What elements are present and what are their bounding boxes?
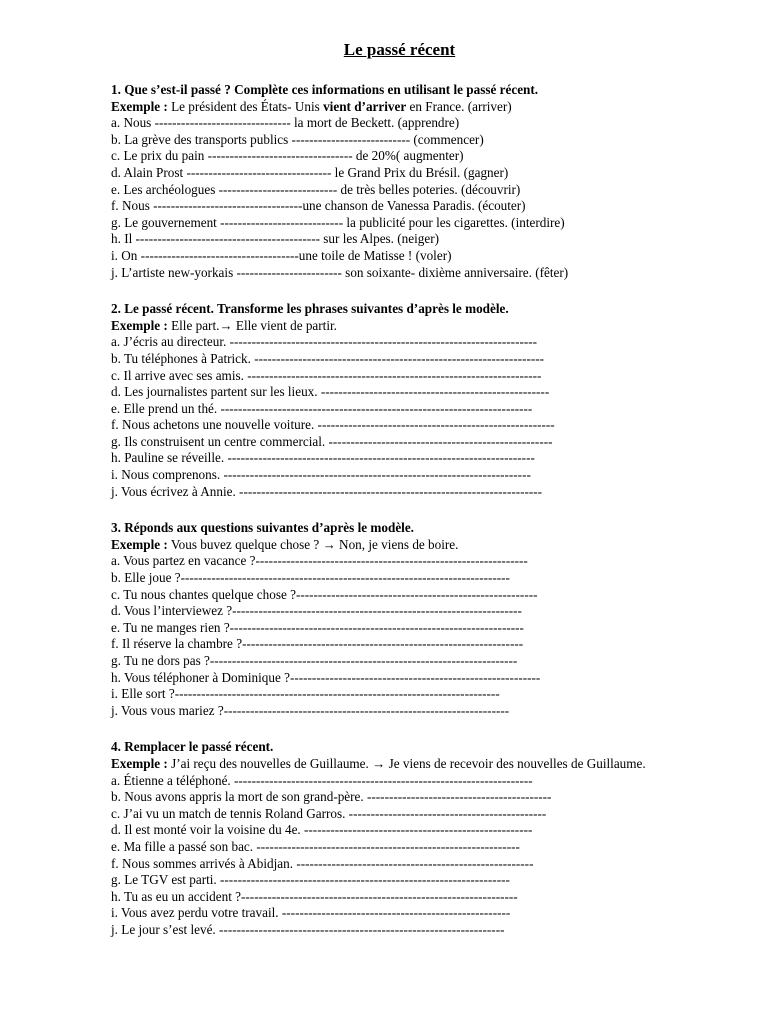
exercise-item: b. Nous avons appris la mort de son grand-père. ------------------------------------------ <box>111 789 552 805</box>
exercise-item: d. Alain Prost --------------------------------- le Grand Prix du Brésil. (gagner) <box>111 164 509 180</box>
exercise-item: h. Vous téléphoner à Dominique ?--------------------------------------------------------- <box>111 669 541 685</box>
exercise-item: c. J’ai vu un match de tennis Roland Garros. --------------------------------------------- <box>111 805 547 821</box>
exercise-item: a. Vous partez en vacance ?-------------------------------------------------------------- <box>111 553 528 569</box>
exercise-item: c. Tu nous chantes quelque chose ?------------------------------------------------------- <box>111 586 538 602</box>
exercise-item: e. Tu ne manges rien ?------------------------------------------------------------------- <box>111 619 524 635</box>
exercise-item: j. Vous écrivez à Annie. --------------------------------------------------------------------- <box>111 483 543 499</box>
exercise-item: g. Ils construisent un centre commercial. --------------------------------------------------- <box>111 433 553 449</box>
exercise-item: b. Elle joue ?--------------------------------------------------------------------------- <box>111 570 510 586</box>
exercise-item: i. Nous comprenons. ---------------------------------------------------------------------- <box>111 467 531 483</box>
exercise-4 <box>111 739 668 938</box>
exercise-item: a. Étienne a téléphoné. -------------------------------------------------------------------- <box>111 772 533 788</box>
exercise-item: d. Les journalistes partent sur les lieux. ---------------------------------------------------- <box>111 384 550 400</box>
exercise-item: i. Elle sort ?-------------------------------------------------------------------------- <box>111 686 500 702</box>
exercise-item: c. Il arrive avec ses amis. ------------------------------------------------------------------- <box>111 367 542 383</box>
exercise-item: e. Les archéologues --------------------------- de très belles poteries. (découvrir) <box>111 181 521 197</box>
exercise-item: g. Le TGV est parti. ------------------------------------------------------------------ <box>111 872 510 888</box>
exercise-heading: 3. Réponds aux questions suivantes d’après le modèle. <box>111 520 414 536</box>
exercise-heading: 2. Le passé récent. Transforme les phrases suivantes d’après le modèle. <box>111 301 509 317</box>
exercise-item: i. On ------------------------------------une toile de Matisse ! (voler) <box>111 247 452 263</box>
exercise-example <box>111 537 668 554</box>
exercise-1 <box>111 82 668 281</box>
example-text-post: en France. (arriver) <box>406 98 512 114</box>
exercise-item: e. Elle prend un thé. ----------------------------------------------------------------------- <box>111 400 533 416</box>
exercise-item: e. Ma fille a passé son bac. ------------------------------------------------------------ <box>111 838 520 854</box>
exercise-item: b. La grève des transports publics --------------------------- (commencer) <box>111 131 484 147</box>
example-text-bold: vient d’arriver <box>323 98 407 114</box>
example-label: Exemple : <box>111 98 168 114</box>
example-text-pre: Le président des États- Unis <box>167 98 324 114</box>
exercise-item: g. Le gouvernement ---------------------------- la publicité pour les cigarettes. (interdire) <box>111 214 565 230</box>
exercise-item: f. Nous achetons une nouvelle voiture. ------------------------------------------------------ <box>111 417 555 433</box>
exercise-item: h. Pauline se réveille. ---------------------------------------------------------------------- <box>111 450 535 466</box>
exercise-item: d. Il est monté voir la voisine du 4e. ---------------------------------------------------- <box>111 822 533 838</box>
exercise-item: f. Il réserve la chambre ?---------------------------------------------------------------- <box>111 636 524 652</box>
exercise-example <box>111 318 668 335</box>
exercise-item: j. L’artiste new-yorkais ------------------------ son soixante- dixième anniversaire. (fêter) <box>111 264 569 280</box>
exercise-3 <box>111 520 668 719</box>
exercise-item: d. Vous l’interviewez ?------------------------------------------------------------------ <box>111 603 522 619</box>
example-text: Elle part.→ Elle vient de partir. <box>167 317 337 333</box>
exercise-item: f. Nous ----------------------------------une chanson de Vanessa Paradis. (écouter) <box>111 198 526 214</box>
page-title: Le passé récent <box>343 40 456 59</box>
exercise-example <box>111 99 668 116</box>
exercise-item: b. Tu téléphones à Patrick. ------------------------------------------------------------------ <box>111 350 545 366</box>
example-text: J’ai reçu des nouvelles de Guillaume. → Je viens de recevoir des nouvelles de Guillaume. <box>167 755 646 771</box>
exercise-heading: 4. Remplacer le passé récent. <box>111 739 274 755</box>
exercise-item: a. Nous ------------------------------- la mort de Beckett. (apprendre) <box>111 115 460 131</box>
exercise-example <box>111 756 668 773</box>
exercise-item: g. Tu ne dors pas ?---------------------------------------------------------------------- <box>111 653 518 668</box>
exercise-2 <box>111 301 668 500</box>
example-label: Exemple : <box>111 755 168 771</box>
exercise-item: i. Vous avez perdu votre travail. ---------------------------------------------------- <box>111 905 511 921</box>
example-label: Exemple : <box>111 317 168 333</box>
exercise-item: j. Le jour s’est levé. ----------------------------------------------------------------- <box>111 921 505 937</box>
exercise-item: j. Vous vous mariez ?----------------------------------------------------------------- <box>111 702 510 718</box>
example-text: Vous buvez quelque chose ? → Non, je viens de boire. <box>167 536 459 552</box>
example-label: Exemple : <box>111 536 168 552</box>
exercise-item: h. Tu as eu un accident ?--------------------------------------------------------------- <box>111 888 518 904</box>
exercise-heading: 1. Que s’est-il passé ? Complète ces informations en utilisant le passé récent. <box>111 82 539 97</box>
exercise-item: f. Nous sommes arrivés à Abidjan. ------------------------------------------------------ <box>111 855 534 871</box>
exercise-item: h. Il ------------------------------------------ sur les Alpes. (neiger) <box>111 231 440 247</box>
exercise-item: c. Le prix du pain --------------------------------- de 20%( augmenter) <box>111 148 464 164</box>
exercise-item: a. J’écris au directeur. ---------------------------------------------------------------------- <box>111 334 538 350</box>
